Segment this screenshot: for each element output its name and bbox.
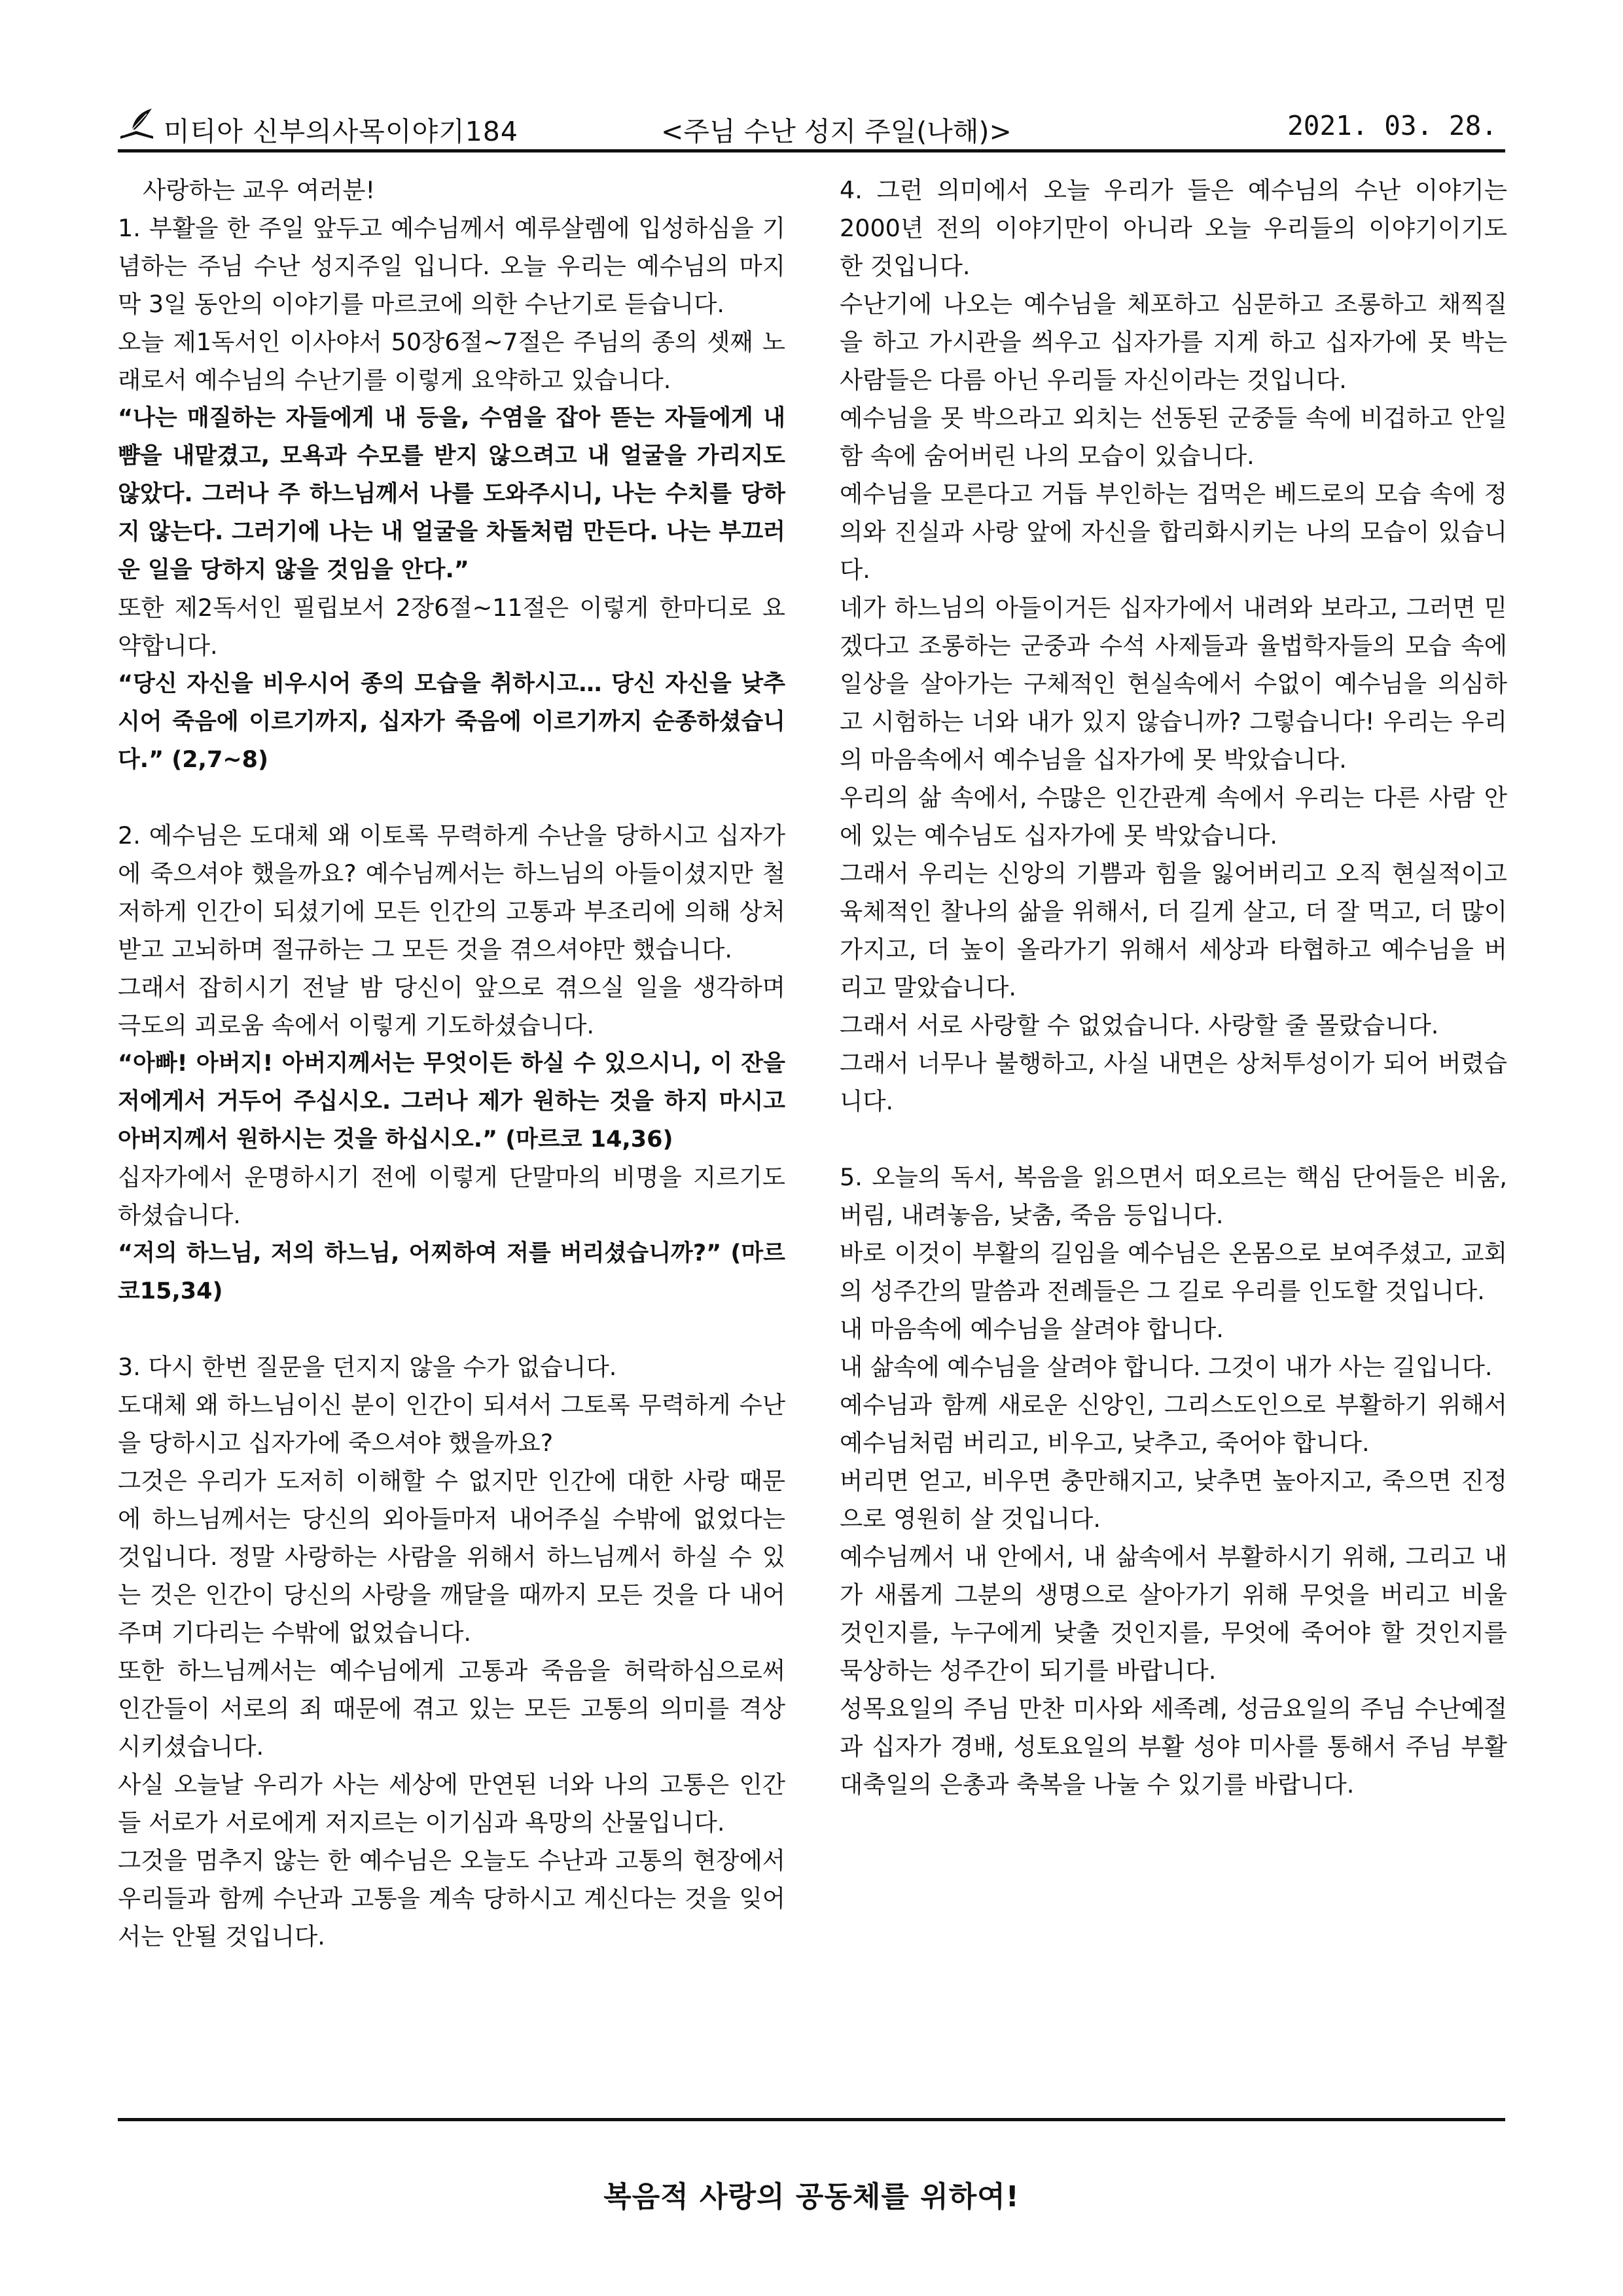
- prayer-intro: 그래서 잡히시기 전날 밤 당신이 앞으로 겪으실 일을 생각하며 극도의 괴로움 속에서 이렇게 기도하셨습니다.: [118, 973, 785, 1039]
- section-4-peter: 예수님을 모른다고 거듭 부인하는 겁먹은 베드로의 모습 속에 정의와 진실과 사랑 앞에 자신을 합리화시키는 나의 모습이 있습니다.: [840, 480, 1507, 584]
- paragraph-gap: [118, 779, 785, 817]
- section-5-meditation: 예수님께서 내 안에서, 내 삶속에서 부활하시기 위해, 그리고 내가 새롭게 그분의 생명으로 살아가기 위해 무엇을 버리고 비울 것인지를, 누구에게 낮출 것인지를, 무엇에 죽어야 할 것인지를 묵상하는 성주간이 되기를 바랍니다.: [840, 1543, 1507, 1685]
- gethsemane-quote: “아빠! 아버지! 아버지께서는 무엇이든 하실 수 있으시니, 이 잔을 저에게서 거두어 주십시오. 그러나 제가 원하는 것을 하지 마시고 아버지께서 원하시는 것을 하십시오.” (마르코 14,36): [118, 1050, 785, 1153]
- section-4-compromise: 그래서 우리는 신앙의 기쁨과 힘을 잃어버리고 오직 현실적이고 육체적인 찰나의 삶을 위해서, 더 길게 살고, 더 잘 먹고, 더 많이 가지고, 더 높이 올라가기 위해서 세상과 타협하고 예수님을 버리고 말았습니다.: [840, 859, 1507, 1001]
- right-column: [840, 171, 1507, 1804]
- philippians-quote: “당신 자신을 비우시어 종의 모습을 취하시고… 당신 자신을 낮추시어 죽음에 이르기까지, 십자가 죽음에 이르기까지 순종하셨습니다.” (2,7~8): [118, 671, 785, 773]
- section-3-world-suffering: 사실 오늘날 우리가 사는 세상에 만연된 너와 나의 고통은 인간들 서로가 서로에게 저지르는 이기심과 욕망의 산물입니다.: [118, 1770, 785, 1837]
- section-1-paragraph: 1. 부활을 한 주일 앞두고 예수님께서 예루살렘에 입성하심을 기념하는 주님 수난 성지주일 입니다. 오늘 우리는 예수님의 마지막 3일 동안의 이야기를 마르코에 의한 수난기로 듣습니다.: [118, 214, 785, 318]
- left-column: [118, 171, 785, 1956]
- newsletter-series-title: 미티아 신부의사목이야기184: [164, 116, 518, 147]
- liturgical-day-title: <주님 수난 성지 주일(나해)>: [661, 116, 1012, 147]
- isaiah-quote: “나는 매질하는 자들에게 내 등을, 수염을 잡아 뜯는 자들에게 내 뺨을 내맡겼고, 모욕과 수모를 받지 않으려고 내 얼굴을 가리지도 않았다. 그러나 주 하느님께서 나를 도와주시니, 나는 수치를 당하지 않는다. 그러기에 나는 내 얼굴을 차돌처럼 만든다. 나는 부끄러운 일을 당하지 않을 것임을 안다.”: [118, 405, 785, 583]
- section-4-passion-actors: 수난기에 나오는 예수님을 체포하고 심문하고 조롱하고 채찍질을 하고 가시관을 씌우고 십자가를 지게 하고 십자가에 못 박는 사람들은 다름 아닌 우리들 자신이라는 것입니다.: [840, 290, 1507, 394]
- section-5-heart: 내 마음속에 예수님을 살려야 합니다.: [840, 1315, 1224, 1343]
- section-3-conclusion: 그것을 멈추지 않는 한 예수님은 오늘도 수난과 고통의 현장에서 우리들과 함께 수난과 고통을 계속 당하시고 계신다는 것을 잊어서는 안될 것입니다.: [118, 1846, 785, 1950]
- footer-divider: [118, 2118, 1505, 2121]
- issue-date: 2021. 03. 28.: [1287, 110, 1497, 141]
- paragraph-gap: [118, 1310, 785, 1348]
- cross-cry-intro: 십자가에서 운명하시기 전에 이렇게 단말마의 비명을 지르기도 하셨습니다.: [118, 1163, 785, 1229]
- first-reading-intro: 오늘 제1독서인 이사야서 50장6절~7절은 주님의 종의 셋째 노래로서 예수님의 수난기를 이렇게 요약하고 있습니다.: [118, 328, 785, 394]
- section-5-paradox: 버리면 얻고, 비우면 충만해지고, 낮추면 높아지고, 죽으면 진정으로 영원히 살 것입니다.: [840, 1467, 1507, 1533]
- section-3-suffering-meaning: 또한 하느님께서는 예수님에게 고통과 죽음을 허락하심으로써 인간들이 서로의 죄 때문에 겪고 있는 모든 고통의 의미를 격상시키셨습니다.: [118, 1657, 785, 1761]
- cross-cry-quote: “저의 하느님, 저의 하느님, 어찌하여 저를 버리셨습니까?” (마르코15,34): [118, 1240, 785, 1304]
- section-4-no-love: 그래서 서로 사랑할 수 없었습니다. 사랑할 줄 몰랐습니다.: [840, 1011, 1439, 1039]
- quill-and-book-icon: [118, 107, 156, 141]
- section-4-relationships: 우리의 삶 속에서, 수많은 인간관계 속에서 우리는 다른 사람 안에 있는 예수님도 십자가에 못 박았습니다.: [840, 783, 1507, 850]
- second-reading-intro: 또한 제2독서인 필립보서 2장6절~11절은 이렇게 한마디로 요약합니다.: [118, 594, 785, 660]
- section-4-wounds: 그래서 너무나 불행하고, 사실 내면은 상처투성이가 되어 버렸습니다.: [840, 1049, 1507, 1115]
- section-5-resurrection: 예수님과 함께 새로운 신앙인, 그리스도인으로 부활하기 위해서 예수님처럼 버리고, 비우고, 낮추고, 죽어야 합니다.: [840, 1391, 1507, 1457]
- section-3-love: 그것은 우리가 도저히 이해할 수 없지만 인간에 대한 사랑 때문에 하느님께서는 당신의 외아들마저 내어주실 수밖에 없었다는 것입니다. 정말 사랑하는 사람을 위해서 하느님께서 하실 수 있는 것은 인간이 당신의 사랑을 깨달을 때까지 모든 것을 다 내어주며 기다리는 수밖에 없었습니다.: [118, 1467, 785, 1647]
- page-header: [118, 98, 1505, 152]
- section-3-question: 도대체 왜 하느님이신 분이 인간이 되셔서 그토록 무력하게 수난을 당하시고 십자가에 죽으셔야 했을까요?: [118, 1391, 785, 1457]
- section-4-mockers: 네가 하느님의 아들이거든 십자가에서 내려와 보라고, 그러면 믿겠다고 조롱하는 군중과 수석 사제들과 율법학자들의 모습 속에 일상을 살아가는 구체적인 현실속에서 수없이 예수님을 의심하고 시험하는 너와 내가 있지 않습니까? 그렇습니다! 우리는 우리의 마음속에서 예수님을 십자가에 못 박았습니다.: [840, 594, 1507, 774]
- section-5-life: 내 삶속에 예수님을 살려야 합니다. 그것이 내가 사는 길입니다.: [840, 1353, 1493, 1381]
- section-2-paragraph: 2. 예수님은 도대체 왜 이토록 무력하게 수난을 당하시고 십자가에 죽으셔야 했을까요? 예수님께서는 하느님의 아들이셨지만 철저하게 인간이 되셨기에 모든 인간의 고통과 부조리에 의해 상처받고 고뇌하며 절규하는 그 모든 것을 겪으셔야만 했습니다.: [118, 821, 785, 963]
- section-5-way: 바로 이것이 부활의 길임을 예수님은 온몸으로 보여주셨고, 교회의 성주간의 말씀과 전례들은 그 길로 우리를 인도할 것입니다.: [840, 1239, 1507, 1305]
- section-5-holy-week: 성목요일의 주님 만찬 미사와 세족례, 성금요일의 주님 수난예절과 십자가 경배, 성토요일의 부활 성야 미사를 통해서 주님 부활 대축일의 은총과 축복을 나눌 수 있기를 바랍니다.: [840, 1695, 1507, 1799]
- greeting: 사랑하는 교우 여러분!: [143, 176, 376, 204]
- section-4-crowd: 예수님을 못 박으라고 외치는 선동된 군중들 속에 비겁하고 안일함 속에 숨어버린 나의 모습이 있습니다.: [840, 404, 1507, 470]
- footer-motto: 복음적 사랑의 공동체를 위하여!: [603, 2180, 1020, 2214]
- section-5-paragraph: 5. 오늘의 독서, 복음을 읽으면서 떠오르는 핵심 단어들은 비움, 버림, 내려놓음, 낮춤, 죽음 등입니다.: [840, 1163, 1507, 1229]
- paragraph-gap: [840, 1121, 1507, 1158]
- section-3-heading: 3. 다시 한번 질문을 던지지 않을 수가 없습니다.: [118, 1353, 617, 1381]
- section-4-paragraph: 4. 그런 의미에서 오늘 우리가 들은 예수님의 수난 이야기는 2000년 전의 이야기만이 아니라 오늘 우리들의 이야기이기도 한 것입니다.: [840, 176, 1507, 280]
